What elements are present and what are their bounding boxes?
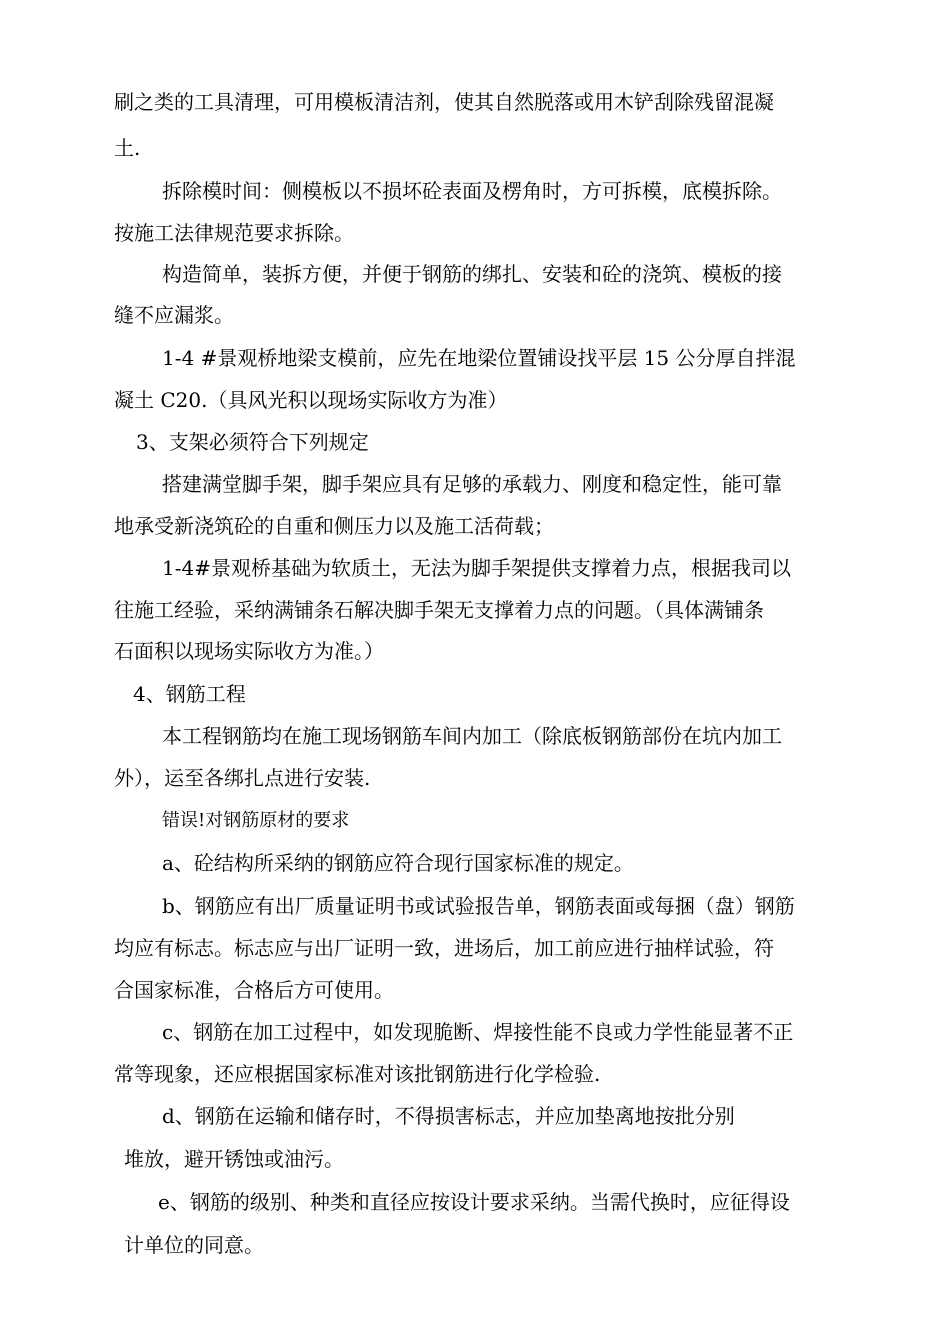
paragraph-line: c、钢筋在加工过程中，如发现脆断、焊接性能不良或力学性能显著不正 bbox=[162, 1020, 794, 1044]
paragraph-line: 按施工法律规范要求拆除。 bbox=[114, 221, 354, 245]
paragraph-line: 堆放，避开锈蚀或油污。 bbox=[124, 1147, 344, 1171]
paragraph-line: 本工程钢筋均在施工现场钢筋车间内加工（除底板钢筋部份在坑内加工 bbox=[162, 724, 782, 748]
paragraph-line: 石面积以现场实际收方为准。） bbox=[114, 639, 384, 663]
paragraph-line: 外），运至各绑扎点进行安装. bbox=[114, 766, 371, 790]
paragraph-line: 拆除模时间：侧模板以不损坏砼表面及楞角时，方可拆模，底模拆除。 bbox=[162, 179, 782, 203]
paragraph-line: 搭建满堂脚手架，脚手架应具有足够的承载力、刚度和稳定性，能可靠 bbox=[162, 472, 782, 496]
paragraph-line: 刷之类的工具清理，可用模板清洁剂，使其自然脱落或用木铲刮除残留混凝 bbox=[114, 90, 774, 114]
section-heading: 4、钢筋工程 bbox=[133, 682, 246, 706]
subsection-heading: 错误!对钢筋原材的要求 bbox=[162, 810, 350, 831]
paragraph-line: b、钢筋应有出厂质量证明书或试验报告单，钢筋表面或每捆（盘）钢筋 bbox=[162, 894, 795, 918]
section-heading: 3、支架必须符合下列规定 bbox=[136, 430, 369, 454]
paragraph-line: a、砼结构所采纳的钢筋应符合现行国家标准的规定。 bbox=[162, 851, 634, 875]
paragraph-line: 合国家标准，合格后方可使用。 bbox=[114, 978, 394, 1002]
paragraph-line: 计单位的同意。 bbox=[124, 1233, 264, 1257]
paragraph-line: 常等现象，还应根据国家标准对该批钢筋进行化学检验. bbox=[114, 1062, 601, 1086]
paragraph-line: 均应有标志。标志应与出厂证明一致，进场后，加工前应进行抽样试验，符 bbox=[114, 936, 774, 960]
paragraph-line: 构造简单，装拆方便，并便于钢筋的绑扎、安装和砼的浇筑、模板的接 bbox=[162, 262, 782, 286]
paragraph-line: 1-4#景观桥基础为软质土，无法为脚手架提供支撑着力点，根据我司以 bbox=[162, 556, 791, 580]
paragraph-line: 1-4 #景观桥地梁支模前，应先在地梁位置铺设找平层 15 公分厚自拌混 bbox=[162, 346, 796, 370]
paragraph-line: e、钢筋的级别、种类和直径应按设计要求采纳。当需代换时，应征得设 bbox=[158, 1190, 790, 1214]
paragraph-line: 地承受新浇筑砼的自重和侧压力以及施工活荷载； bbox=[114, 514, 554, 538]
paragraph-line: 凝土 C20.（具风光积以现场实际收方为准） bbox=[114, 388, 508, 412]
paragraph-line: 缝不应漏浆。 bbox=[114, 303, 234, 327]
paragraph-line: 往施工经验，采纳满铺条石解决脚手架无支撑着力点的问题。（具体满铺条 bbox=[114, 598, 764, 622]
paragraph-line: 土. bbox=[114, 136, 141, 160]
paragraph-line: d、钢筋在运输和储存时，不得损害标志，并应加垫离地按批分别 bbox=[162, 1104, 735, 1128]
